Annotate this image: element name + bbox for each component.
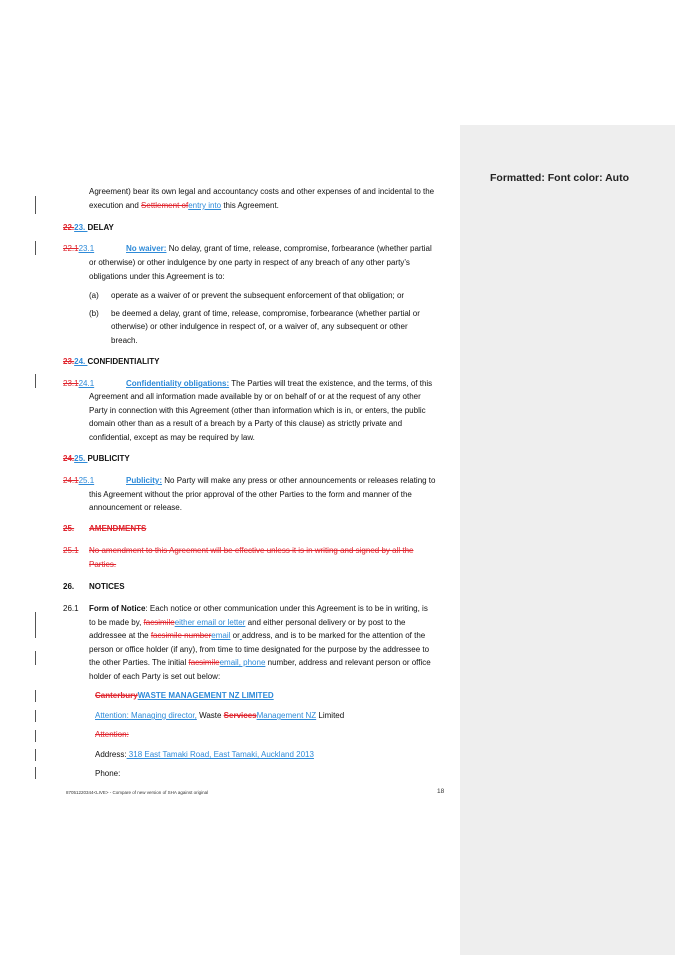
party-name: CanterburyWASTE MANAGEMENT NZ LIMITED (95, 691, 274, 700)
change-bar (35, 196, 36, 214)
section-heading-notices-number: 26. (63, 582, 75, 591)
clause-line: confidential, except as may be required by law. (89, 433, 255, 442)
section-heading-publicity: 24.25. PUBLICITY (63, 454, 130, 463)
change-bar (35, 241, 36, 255)
comment-pane (460, 125, 675, 955)
list-label: (b) (89, 309, 99, 318)
formatting-comment[interactable]: Formatted: Font color: Auto (490, 172, 630, 184)
clause-line: the other Parties. The initial facsimileemail, phone number, address and relevant person or office (89, 658, 431, 667)
paragraph-line: execution and Settlement ofentry into this Agreement. (89, 201, 279, 210)
clause-line: 22.123.1 (63, 244, 95, 253)
clause-title: No waiver: (126, 244, 167, 253)
inserted-text: entry into (188, 201, 222, 210)
deleted-attention-line: Attention: (95, 730, 129, 739)
clause-line: No waiver: No delay, grant of time, release, compromise, forbearance (whether partial (126, 244, 432, 253)
section-heading-amendments: 25. (63, 524, 75, 533)
clause-number: 26.1 (63, 604, 79, 613)
phone-line: Phone: (95, 769, 121, 778)
clause-title: Form of Notice (89, 604, 146, 613)
clause-line: Agreement and all information made available by or on behalf of or at the request of any other (89, 392, 421, 401)
clause-line: this Agreement without the prior approval of the other Parties to the form and manner of the (89, 490, 412, 499)
change-bar (35, 730, 36, 742)
deleted-text: Settlement of (141, 201, 189, 210)
list-item: breach. (111, 336, 138, 345)
clause-line: addressee at the facsimile numberemail or address, and is to be marked for the attention of the (89, 631, 426, 640)
section-heading-amendments-title: AMENDMENTS (89, 524, 147, 533)
section-heading-confidentiality: 23.24. CONFIDENTIALITY (63, 357, 160, 366)
address-line: Address: 318 East Tamaki Road, East Tamaki, Auckland 2013 (95, 750, 314, 759)
clause-title: Confidentiality obligations: (126, 379, 230, 388)
clause-line: obligations under this Agreement is to: (89, 272, 225, 281)
section-heading-delay: 22.23. DELAY (63, 223, 114, 232)
change-bar (35, 374, 36, 388)
deleted-clause-line: No amendment to this Agreement will be effective unless it is in writing and signed by all the (89, 546, 414, 555)
list-item: operate as a waiver of or prevent the subsequent enforcement of that obligation; or (111, 291, 405, 300)
change-bar (35, 710, 36, 722)
change-bar (35, 690, 36, 702)
clause-line: holder of each Party is set out below: (89, 672, 221, 681)
change-bar (35, 612, 36, 638)
clause-line: domain other than as a result of a breach by a Party of this clause) as strictly private and (89, 419, 403, 428)
footer-doc-id: 87051220344<LIVE> - Compare of new version of SHA against original (66, 790, 209, 795)
clause-line: to be made by, facsimileeither email or letter and either personal delivery or by post to the (89, 618, 406, 627)
section-heading-notices: NOTICES (89, 582, 125, 591)
attention-line: Attention: Managing director, Waste ServicesManagement NZ Limited (95, 711, 345, 720)
clause-line: 23.124.1 (63, 379, 95, 388)
list-item: be deemed a delay, grant of time, release, compromise, forbearance (whether partial or (111, 309, 420, 318)
page-number: 18 (437, 788, 445, 795)
list-label: (a) (89, 291, 99, 300)
clause-line: announcement or release. (89, 503, 182, 512)
clause-line: 24.125.1 (63, 476, 95, 485)
clause-line: person or office holder (if any), from time to time designated for the purpose by the addressee to (89, 645, 430, 654)
clause-line: or otherwise) or other indulgence by one party in respect of any breach of any other party’s (89, 258, 410, 267)
deleted-clause-number: 25.1 (63, 546, 79, 555)
clause-line: Confidentiality obligations: The Parties will treat the existence, and the terms, of this (126, 379, 433, 388)
deleted-clause-line: Parties. (89, 560, 117, 569)
clause-title: Publicity: (126, 476, 163, 485)
clause-line: Party in connection with this Agreement (other than information which is in, or enters, the public (89, 406, 426, 415)
list-item: otherwise) or other indulgence in respect of, or a waiver of, any subsequent or other (111, 322, 408, 331)
change-bar (35, 651, 36, 665)
paragraph-line: Agreement) bear its own legal and accountancy costs and other expenses of and incidental to the (89, 187, 435, 196)
clause-line: Publicity: No Party will make any press or other announcements or releases relating to (126, 476, 436, 485)
change-bar (35, 749, 36, 761)
clause-line: Form of Notice: Each notice or other communication under this Agreement is to be in writing, is (89, 604, 428, 613)
change-bar (35, 767, 36, 779)
